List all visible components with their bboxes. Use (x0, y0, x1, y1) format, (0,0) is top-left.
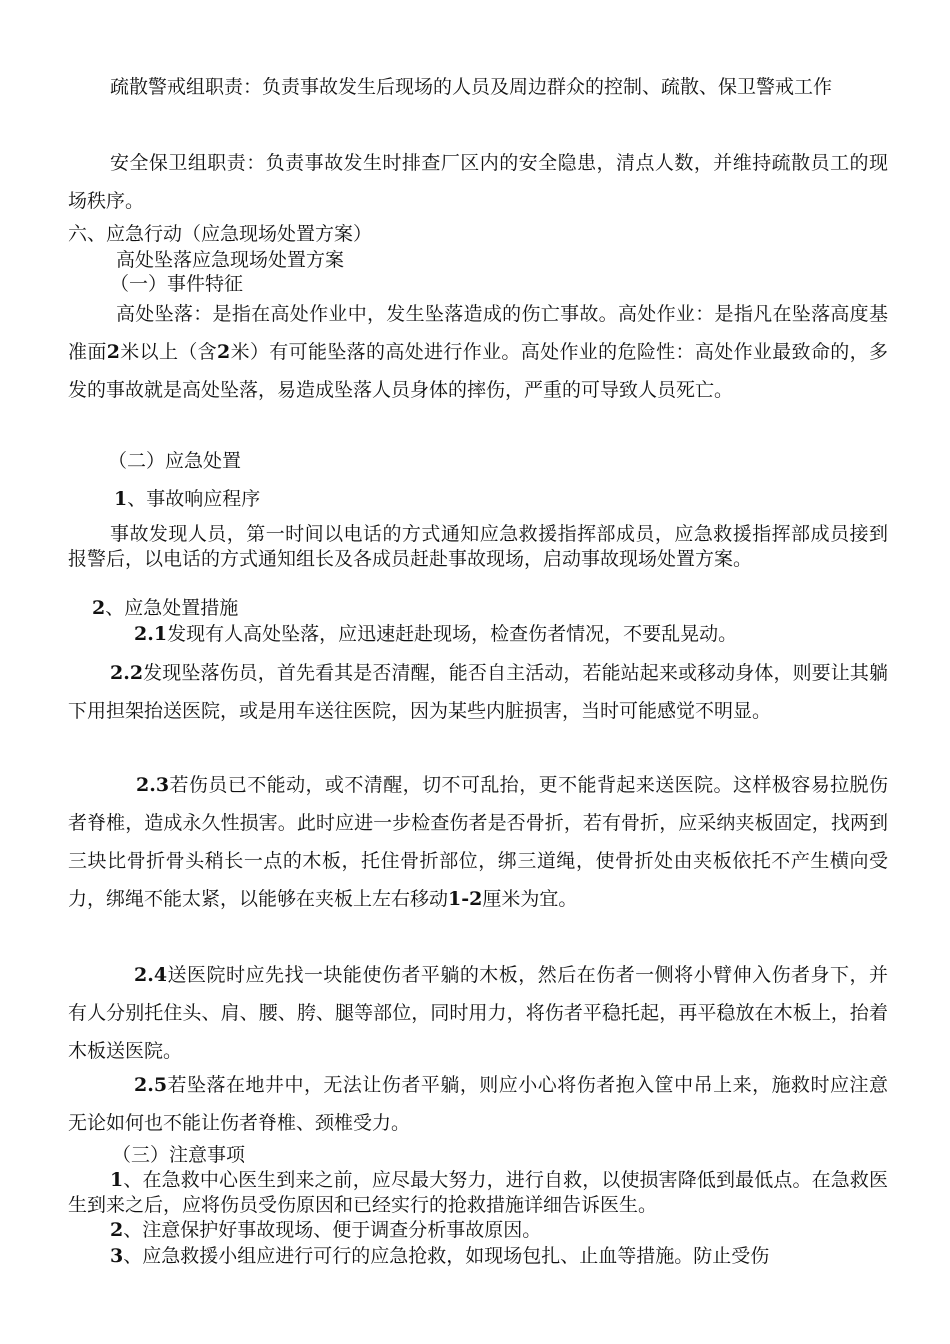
measure-2-4-number: 2.4 (134, 964, 168, 986)
response-heading-number: 1 (114, 488, 128, 510)
feature-text-c: 米）有可能坠落的高处进行作业。高处作业的危险性：高处作业最致命的，多发的事故就是高处坠落，易造成坠落人员身体的摔伤，严重的可导致人员死亡。 (68, 341, 888, 401)
measure-2-3-range: 1-2 (448, 888, 483, 910)
note-2-text: 、注意保护好事故现场、便于调查分析事故原因。 (123, 1219, 542, 1241)
measure-2-1-number: 2.1 (134, 623, 168, 645)
feature-text-b: 米以上（含 (119, 341, 218, 363)
note-3 (68, 1244, 888, 1269)
measure-2-1 (134, 622, 888, 647)
measure-2-4 (68, 956, 888, 1070)
note-1-number: 1 (110, 1169, 124, 1191)
event-feature-paragraph (68, 295, 888, 409)
security-group-duty: 安全保卫组职责：负责事故发生时排查厂区内的安全隐患，清点人数，并维持疏散员工的现场秩序。 (68, 152, 888, 212)
measures-heading (92, 596, 888, 621)
plan-title: 高处坠落应急现场处置方案 (116, 249, 345, 271)
measure-2-2-text: 发现坠落伤员，首先看其是否清醒，能否自主活动，若能站起来或移动身体，则要让其躺下用担架抬送医院，或是用车送往医院，因为某些内脏损害，当时可能感觉不明显。 (68, 662, 888, 722)
measure-2-2-number: 2.2 (110, 662, 144, 684)
note-3-number: 3 (110, 1245, 124, 1267)
note-1-text: 、在急救中心医生到来之前，应尽最大努力，进行自救，以使损害降低到最低点。在急救医生到来之后，应将伤员受伤原因和已经实行的抢救措施详细告诉医生。 (68, 1169, 888, 1216)
measure-2-5-text: 若坠落在地井中，无法让伤者平躺，则应小心将伤者抱入筐中吊上来，施救时应注意无论如何也不能让伤者脊椎、颈椎受力。 (68, 1074, 888, 1134)
response-procedure-body: 事故发现人员，第一时间以电话的方式通知应急救援指挥部成员，应急救援指挥部成员接到报警后，以电话的方式通知组长及各成员赶赴事故现场，启动事故现场处置方案。 (68, 523, 888, 570)
subsection-two-heading: （二）应急处置 (108, 450, 242, 472)
note-2-number: 2 (110, 1219, 124, 1241)
measure-2-5-number: 2.5 (134, 1074, 168, 1096)
measure-2-1-text: 发现有人高处坠落，应迅速赶赴现场，检查伤者情况，不要乱晃动。 (167, 623, 738, 645)
note-1 (68, 1168, 888, 1218)
evacuation-group-duty: 疏散警戒组职责：负责事故发生后现场的人员及周边群众的控制、疏散、保卫警戒工作 (110, 76, 833, 98)
response-heading-text: 、事故响应程序 (127, 488, 261, 510)
subsection-three-heading: （三）注意事项 (112, 1144, 246, 1166)
note-3-text: 、应急救援小组应进行可行的应急抢救，如现场包扎、止血等措施。防止受伤 (123, 1245, 770, 1267)
measure-2-3 (68, 766, 888, 918)
measures-heading-text: 、应急处置措施 (105, 597, 239, 619)
feature-number-b: 2 (217, 341, 231, 363)
measures-heading-number: 2 (92, 597, 106, 619)
response-procedure-heading (114, 480, 888, 518)
measure-2-3-tail: 厘米为宜。 (482, 888, 578, 910)
measure-2-5 (68, 1066, 888, 1142)
measure-2-3-text: 若伤员已不能动，或不清醒，切不可乱抬，更不能背起来送医院。这样极容易拉脱伤者脊椎，造成永久性损害。此时应进一步检查伤者是否骨折，若有骨折，应采纳夹板固定，找两到三块比骨折骨头稍长一点的木板，托住骨折部位，绑三道绳，使骨折处由夹板依托不产生横向受力，绑绳不能太紧，以能够在夹板上左右移动 (68, 774, 888, 910)
measure-2-4-text: 送医院时应先找一块能使伤者平躺的木板，然后在伤者一侧将小臂伸入伤者身下，并有人分别托住头、肩、腰、胯、腿等部位，同时用力，将伤者平稳托起，再平稳放在木板上，抬着木板送医院。 (68, 964, 888, 1062)
feature-text-a: 高处坠落：是指在高处作业中，发生坠落造成的伤亡事故。高处作业：是指凡在坠落高度基准面 (68, 303, 888, 363)
section-six-heading: 六、应急行动（应急现场处置方案） (68, 223, 373, 245)
measure-2-3-number: 2.3 (136, 774, 170, 796)
subsection-one-heading: （一）事件特征 (110, 273, 244, 295)
measure-2-2 (68, 654, 888, 730)
note-2 (68, 1218, 888, 1243)
feature-number-a: 2 (106, 341, 120, 363)
